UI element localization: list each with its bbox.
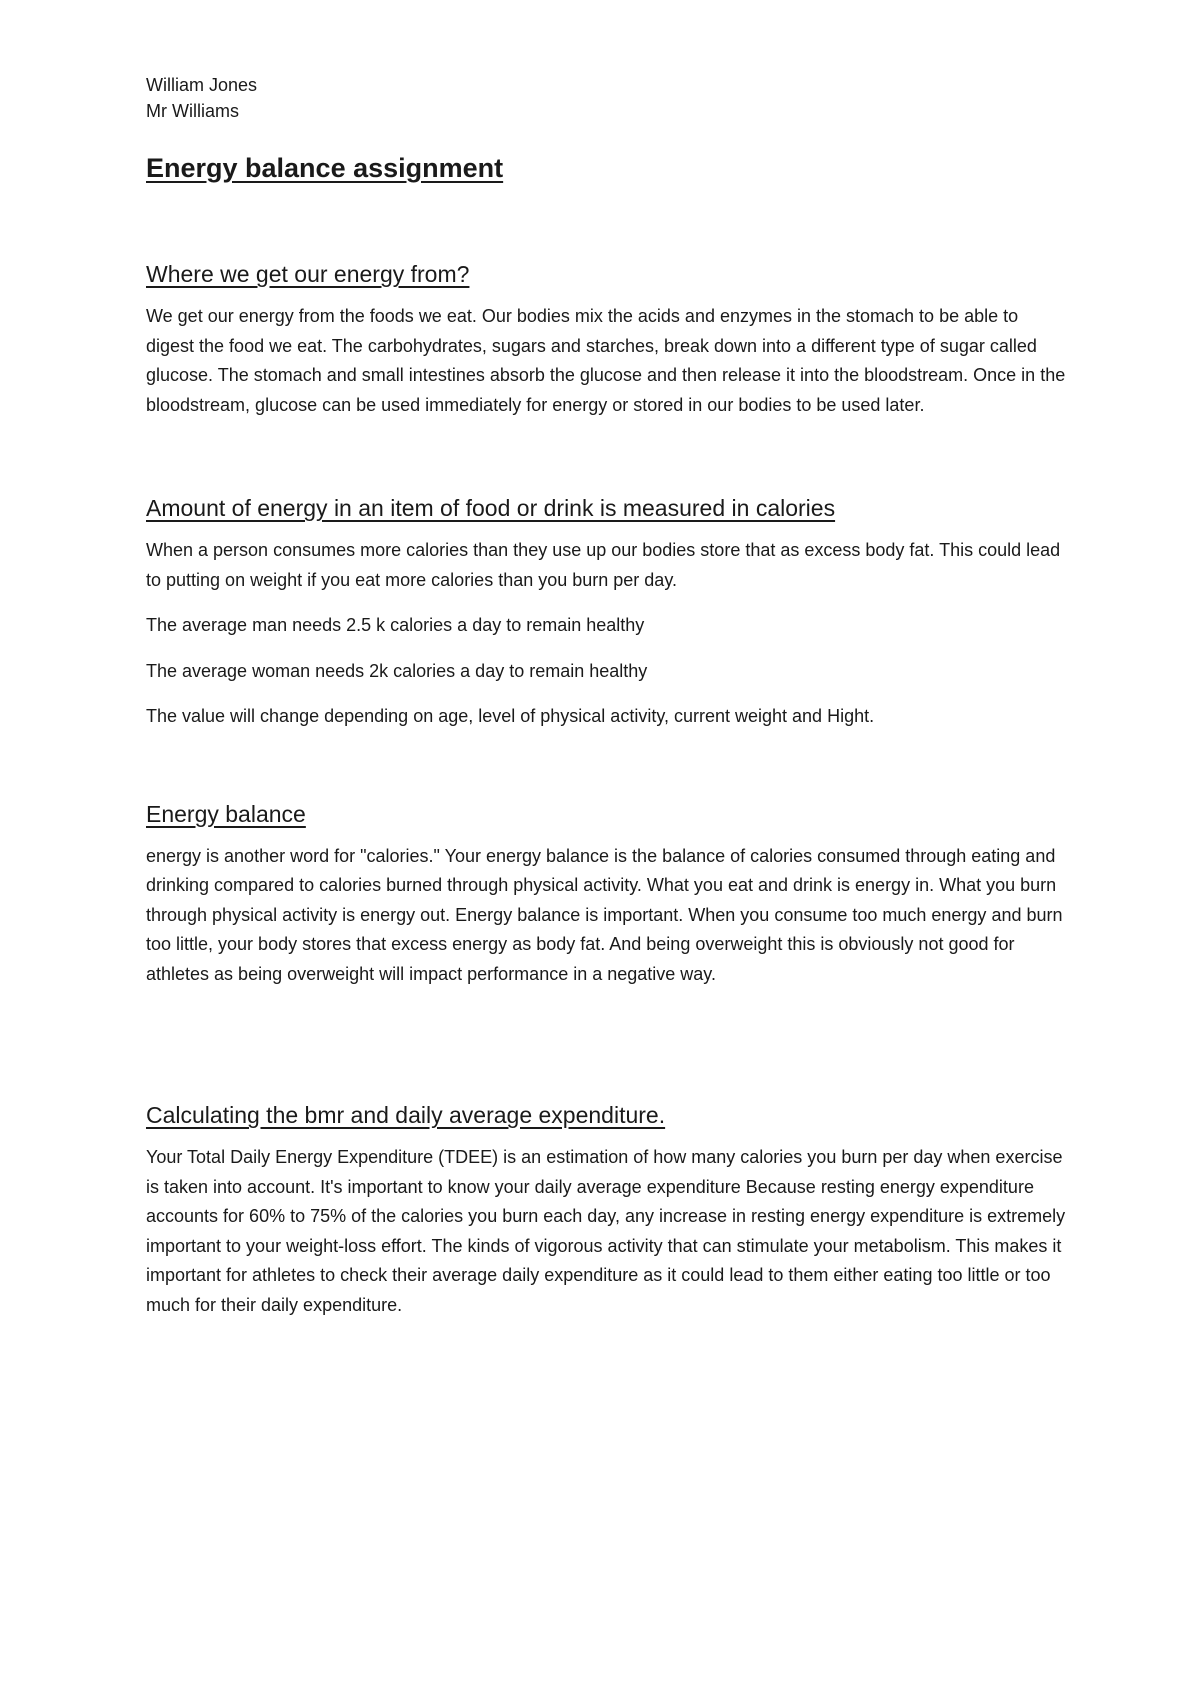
teacher-name: Mr Williams — [146, 101, 239, 121]
section-heading-energy-source: Where we get our energy from? — [146, 261, 470, 287]
document-title: Energy balance assignment — [146, 153, 504, 183]
paragraph-excess-calories: When a person consumes more calories than they use up our bodies store that as excess body fat. This could lead to putting on weight if you eat more calories than you burn per day. — [146, 540, 1061, 590]
section-heading-calories: Amount of energy in an item of food or drink is measured in calories — [146, 495, 836, 521]
paragraph-average-man: The average man needs 2.5 k calories a day to remain healthy — [146, 615, 645, 635]
paragraph-energy-source: We get our energy from the foods we eat. Our bodies mix the acids and enzymes in the stomach to be able to digest the food we eat. The carbohydrates, sugars and starches, break down into a different type of sugar called glucose. The stomach and small intestines absorb the glucose and then release it into the bloodstream. Once in the bloodstream, glucose can be used immediately for energy or stored in our bodies to be used later. — [146, 306, 1066, 415]
student-name: William Jones — [146, 75, 258, 95]
paragraph-bmr: Your Total Daily Energy Expenditure (TDEE) is an estimation of how many calories you burn per day when exercise is taken into account. It's important to know your daily average expenditure Because resting energy expenditure accounts for 60% to 75% of the calories you burn each day, any increase in resting energy expenditure is extremely important to your weight-loss effort. The kinds of vigorous activity that can stimulate your metabolism. This makes it important for athletes to check their average daily expenditure as it could lead to them either eating too little or too much for their daily expenditure. — [146, 1147, 1066, 1315]
section-heading-energy-balance: Energy balance — [146, 800, 306, 827]
document-page — [146, 72, 1066, 1320]
paragraph-energy-balance: energy is another word for "calories." Your energy balance is the balance of calories consumed through eating and drinking compared to calories burned through physical activity. What you eat and drink is energy in. What you burn through physical activity is energy out. Energy balance is important. When you consume too much energy and burn too little, your body stores that excess energy as body fat. And being overweight this is obviously not good for athletes as being overweight will impact performance in a negative way. — [146, 845, 1063, 984]
paragraph-average-woman: The average woman needs 2k calories a day to remain healthy — [146, 660, 648, 681]
section-heading-bmr: Calculating the bmr and daily average expenditure. — [146, 1102, 666, 1128]
paragraph-value-change: The value will change depending on age, level of physical activity, current weight and Hight. — [146, 706, 875, 726]
